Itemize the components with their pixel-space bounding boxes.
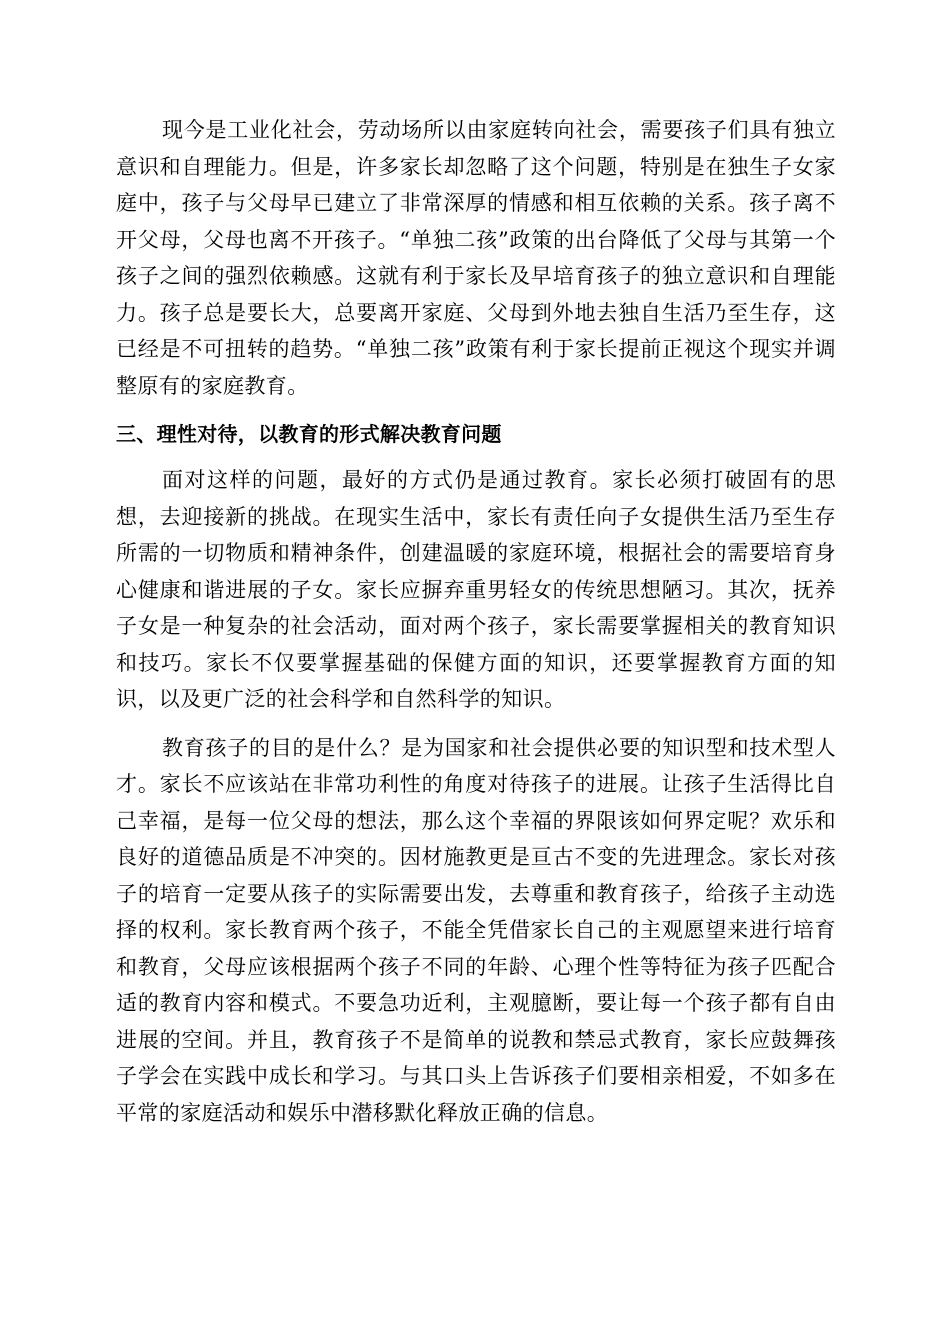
paragraph-education-purpose: 教育孩子的目的是什么？是为国家和社会提供必要的知识型和技术型人才。家长不应该站在非常功利性的角度对待孩子的进展。让孩子生活得比自己幸福，是每一位父母的想法，那么这个幸福的界限该如何界定呢？欢乐和良好的道德品质是不冲突的。因材施教更是亘古不变的先进理念。家长对孩子的培育一定要从孩子的实际需要出发，去尊重和教育孩子，给孩子主动选择的权利。家长教育两个孩子，不能全凭借家长自己的主观愿望来进行培育和教育，父母应该根据两个孩子不同的年龄、心理个性等特征为孩子匹配合适的教育内容和模式。不要急功近利，主观臆断，要让每一个孩子都有自由进展的空间。并且，教育孩子不是简单的说教和禁忌式教育，家长应鼓舞孩子学会在实践中成长和学习。与其口头上告诉孩子们要相亲相爱，不如多在平常的家庭活动和娱乐中潜移默化释放正确的信息。 <box>116 735 836 1125</box>
document-page <box>116 112 836 1131</box>
paragraph-independence: 现今是工业化社会，劳动场所以由家庭转向社会，需要孩子们具有独立意识和自理能力。但是，许多家长却忽略了这个问题，特别是在独生子女家庭中，孩子与父母早已建立了非常深厚的情感和相互依赖的关系。孩子离不开父母，父母也离不开孩子。“单独二孩”政策的出台降低了父母与其第一个孩子之间的强烈依赖感。这就有利于家长及早培育孩子的独立意识和自理能力。孩子总是要长大，总要离开家庭、父母到外地去独自生活乃至生存，这已经是不可扭转的趋势。“单独二孩”政策有利于家长提前正视这个现实并调整原有的家庭教育。 <box>116 118 836 398</box>
paragraph-education-approach: 面对这样的问题，最好的方式仍是通过教育。家长必须打破固有的思想，去迎接新的挑战。在现实生活中，家长有责任向子女提供生活乃至生存所需的一切物质和精神条件，创建温暖的家庭环境，根据社会的需要培育身心健康和谐进展的子女。家长应摒弃重男轻女的传统思想陋习。其次，抚养子女是一种复杂的社会活动，面对两个孩子，家长需要掌握相关的教育知识和技巧。家长不仅要掌握基础的保健方面的知识，还要掌握教育方面的知识，以及更广泛的社会科学和自然科学的知识。 <box>116 468 836 711</box>
section-heading: 三、理性对待，以教育的形式解决教育问题 <box>116 422 502 446</box>
